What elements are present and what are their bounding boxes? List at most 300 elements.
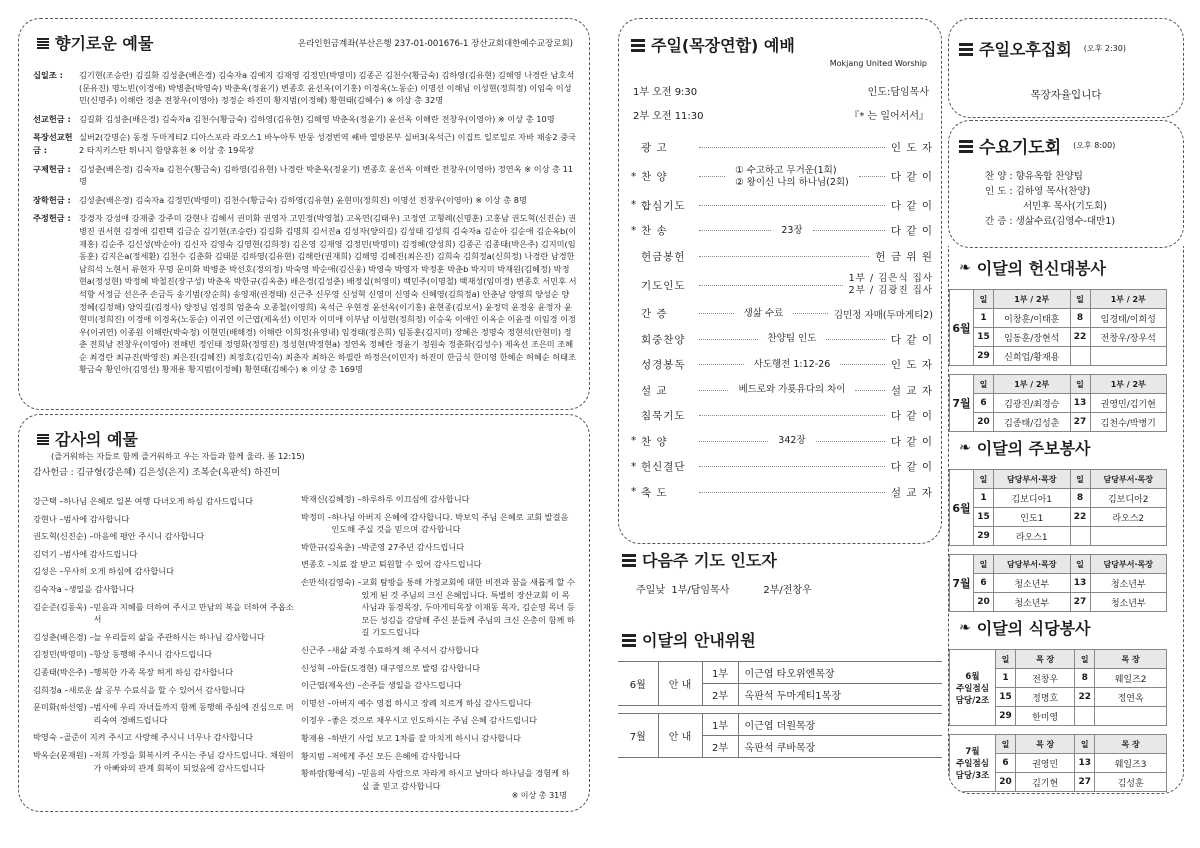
service-assignee: 임동훈/장현석 xyxy=(994,328,1071,347)
table-row xyxy=(950,489,1167,508)
service-day: 6 xyxy=(974,574,994,593)
thanks-entry xyxy=(301,644,577,657)
guide-assignment: 옥판석 두마게티1목장 xyxy=(738,684,942,706)
thanks-total: ※ 이상 총 31명 xyxy=(511,791,567,800)
thanks-entry-text: 좋은 것으로 채우시고 인도하시는 주님 은혜 감사드립니다 xyxy=(331,715,537,726)
dotted-leader xyxy=(699,390,728,391)
worship-order-content xyxy=(693,333,891,345)
header-day: 일 xyxy=(1070,290,1090,309)
worship-order-item xyxy=(631,403,933,429)
thanks-entry-text: 믿음과 지혜를 더하여 주시고 만남의 복을 더하여 주옵소서 xyxy=(93,601,294,625)
worship-order-content xyxy=(693,492,891,493)
service-assignee xyxy=(1090,527,1167,546)
table-header xyxy=(950,650,1167,669)
worship-order-leader: 설 교 자 xyxy=(890,486,933,499)
service-day: 29 xyxy=(974,527,994,546)
header-day: 일 xyxy=(974,470,994,489)
service-assignee: 전창우/장우석 xyxy=(1090,328,1167,347)
worship-order-detail: 사도행전 1:12-26 xyxy=(753,358,831,370)
thanks-entry-name: 김성은 – xyxy=(33,566,64,577)
offering-category xyxy=(33,113,577,126)
offering-category-label: 구제헌금 : xyxy=(33,163,71,174)
square-bullet-icon xyxy=(37,433,49,445)
thanks-entry-name: 김숙자a – xyxy=(33,583,69,594)
service-day: 29 xyxy=(996,707,1016,726)
service-day: 15 xyxy=(974,328,994,347)
worship-order-item xyxy=(631,161,933,193)
thanks-section xyxy=(18,414,590,812)
worship-order-detail: ① 수고하고 무거운(1회) ② 왕이신 나의 하나님(2회) xyxy=(735,164,849,188)
dotted-leader xyxy=(816,441,885,442)
header-day: 일 xyxy=(996,650,1016,669)
prayer-section xyxy=(622,548,942,596)
offering-category-label: 십일조 : xyxy=(33,70,63,80)
sunday-afternoon-section xyxy=(948,18,1184,118)
wednesday-title: 수요기도회 (오후 8:00) xyxy=(959,133,1115,158)
square-bullet-icon xyxy=(959,42,973,56)
thanks-entry-text: 생일을 감사합니다 xyxy=(68,583,135,594)
dotted-leader xyxy=(840,364,885,365)
worship-order-name: 헌금봉헌 xyxy=(641,250,686,263)
offering-title: 향기로운 예물 xyxy=(37,31,153,54)
thanks-entry xyxy=(33,701,295,726)
thanks-entry-name: 박옥순(문재원) – xyxy=(33,749,94,760)
header-day: 일 xyxy=(1070,555,1090,574)
prayer-line: 주일낮 1부/담임목사 2부/전창우 xyxy=(636,585,812,596)
kitchen-title: ❧ 이달의 식당봉사 xyxy=(959,619,1091,638)
worship-order-content xyxy=(693,466,891,467)
service-day: 13 xyxy=(1070,394,1090,413)
thanks-entry xyxy=(33,565,295,578)
thanks-entry-name: 황지범 – xyxy=(301,750,332,761)
worship-order-item xyxy=(631,352,933,378)
table-header xyxy=(950,470,1167,489)
service-assignee: 이창훈/이태훈 xyxy=(994,309,1071,328)
worship-order-name: 성경봉독 xyxy=(641,359,686,372)
thanks-entry-name: 박재신(김혜정) – xyxy=(301,494,362,504)
thanks-entry-name: 강현나 – xyxy=(33,513,64,524)
guide-assignment: 이근엽 타오위엔목장 xyxy=(738,662,942,684)
bulletin-month: 7월 xyxy=(950,555,974,612)
offering-category-names: 김성춘(배은경) 김숙자a 김정민(박명미) 김천수(황금숙) 김하영(김유현) 윤현미(정희진) 이명선 전창우(이영아) ※ 이상 총 8명 xyxy=(79,194,527,205)
worship-order-name: 침묵기도 xyxy=(641,410,686,423)
guide-row xyxy=(618,714,942,736)
worship-order-name: 찬 양 xyxy=(641,435,668,448)
thanks-entry xyxy=(33,601,295,626)
thanks-entry-text: 손주들 생일을 감사드립니다 xyxy=(361,680,462,691)
guide-month: 7월 xyxy=(618,714,658,758)
thanks-entry-text: 믿음의 사람으로 자라게 하시고 날마다 하나님을 경험케 하실 줄 믿고 감사합니다 xyxy=(361,768,570,791)
table-row xyxy=(950,574,1167,593)
thanks-entry-text: 새삶 과정 수료하게 해 주셔서 감사합니다 xyxy=(331,644,479,655)
worship-order-leader: 다 같 이 xyxy=(890,225,933,238)
service-day xyxy=(1070,347,1090,366)
standing-marker: * xyxy=(631,486,637,499)
bulletin-block xyxy=(949,436,1184,620)
service-day: 13 xyxy=(1075,754,1095,773)
header-day: 일 xyxy=(1075,650,1095,669)
standing-marker: * xyxy=(631,199,637,212)
sunday-afternoon-title: 주일오후집회 (오후 2:30) xyxy=(959,37,1126,60)
service-assignee: 신희업/황재용 xyxy=(994,347,1071,366)
service-assignee: 청소년부 xyxy=(994,574,1071,593)
header-day: 일 xyxy=(1075,735,1095,754)
worship-order-content xyxy=(693,285,849,286)
offering-category-names: 김기현(조승란) 김길화 김성춘(배은경) 김숙자a 김예지 김재영 김정민(박명미) 김종곤 김천수(황금숙) 김하영(김유현) 김해영 나경란 남호석(문유진) 명노빈(이경애) 박병춘(박영숙) 박춘옥(정윤기) 변종호 윤선옥(이기홍) 이경옥(노동순) 이명선 이해님 이성현(정희정) 이임숙 이성민(신명주) 이해란 정춘 전창우(이영아) 정정순 하진미 황지범(이정혜) 황현태(김혜수) ※ 이상 총 32명 xyxy=(79,70,575,106)
service-assignee: 김광진/최경승 xyxy=(994,394,1071,413)
worship-order-leader: 인 도 자 xyxy=(890,359,933,372)
header-value: 목 장 xyxy=(1016,735,1075,754)
thanks-entry-name: 신성혁 – xyxy=(301,662,332,673)
service-assignee: 정명호 xyxy=(1016,688,1075,707)
thanks-entry-name: 김덕기 – xyxy=(33,548,64,559)
guide-role: 안 내 xyxy=(658,662,702,706)
worship-order-name: 간 증 xyxy=(641,308,668,321)
guide-spacer xyxy=(618,706,942,714)
worship-order-content xyxy=(693,435,891,447)
service-assignee xyxy=(1095,707,1167,726)
worship-order-content xyxy=(693,225,891,237)
worship-subtitle: Mokjang United Worship xyxy=(829,59,927,68)
service-day: 22 xyxy=(1070,508,1090,527)
guide-section xyxy=(618,628,942,758)
thanks-entry-name: 강근택 – xyxy=(33,496,64,506)
thanks-entry xyxy=(33,731,295,744)
service-assignee: 정연옥 xyxy=(1095,688,1167,707)
service-day xyxy=(1075,707,1095,726)
worship-order-content xyxy=(693,256,875,257)
worship-order-item xyxy=(631,301,933,327)
worship-order-leader: 1부 / 김은식 집사 2부 / 김광진 집사 xyxy=(848,273,933,296)
worship-order-leader: 다 같 이 xyxy=(890,333,933,346)
standing-marker: * xyxy=(631,460,637,473)
worship-order-item xyxy=(631,454,933,480)
worship-order-leader: 다 같 이 xyxy=(890,410,933,423)
thanks-entry-text: 행복한 가족 목장 허게 하심 감사합니다 xyxy=(93,666,234,677)
worship-order-content xyxy=(693,415,891,416)
dotted-leader xyxy=(826,339,885,340)
worship-order-detail: 찬양팀 인도 xyxy=(767,333,817,345)
offering-category-names: 김길화 김성춘(배은경) 김숙자a 김천수(황금숙) 김하영(김유현) 김해영 박춘옥(정윤기) 윤선옥 이해란 전창우(이영아) ※ 이상 총 10명 xyxy=(79,113,555,124)
dotted-leader xyxy=(699,441,768,442)
header-day: 일 xyxy=(1070,470,1090,489)
dotted-leader xyxy=(699,230,771,231)
thanks-main: 감사헌금 : 김규형(강은혜) 김은성(은지) 조복순(옥판석) 하진미 xyxy=(33,468,281,478)
square-bullet-icon xyxy=(631,38,645,52)
service-assignee: 라오스1 xyxy=(994,527,1071,546)
worship-order-detail: 23장 xyxy=(781,224,803,236)
offering-category-names: 김성춘(배은경) 김숙자a 김천수(황금숙) 김하영(김유현) 나경란 박춘옥(정윤기) 변종호 윤선옥 이해란 전창우(이영아) 정연옥 ※ 이상 총 11명 xyxy=(79,163,574,187)
standing-marker: * xyxy=(631,435,637,448)
header-day: 일 xyxy=(1070,375,1090,394)
service-assignee: 청소년부 xyxy=(1090,574,1167,593)
offering-category xyxy=(33,194,577,207)
guide-assignment: 옥판석 쿠바목장 xyxy=(738,736,942,758)
worship-order-content xyxy=(693,165,891,189)
table-row xyxy=(950,394,1167,413)
worship-order-leader: 설 교 자 xyxy=(890,384,933,397)
thanks-entry xyxy=(33,631,295,644)
table-header xyxy=(950,375,1167,394)
offering-category-label: 선교헌금 : xyxy=(33,113,71,124)
table-row xyxy=(950,309,1167,328)
worship-order-item xyxy=(631,244,933,270)
thanks-entry-name: 황재용 – xyxy=(301,732,332,743)
thanks-entry xyxy=(301,541,577,554)
worship-time-1: 1부 오전 9:30 인도:담임목사 xyxy=(633,87,929,98)
kitchen-month: 7월 주일점심 담당/3조 xyxy=(950,735,996,792)
worship-order-detail: 베드로와 가룟유다의 차이 xyxy=(738,384,846,396)
heart-icon: ❧ xyxy=(959,619,971,636)
dotted-leader xyxy=(699,313,734,314)
thanks-entry xyxy=(33,583,295,596)
thanks-entry xyxy=(33,648,295,661)
kitchen-table xyxy=(949,734,1167,792)
service-assignee: 김성훈 xyxy=(1095,773,1167,792)
thanks-entry-text: 하반기 사업 보고 1차를 잘 마치게 하시니 감사합니다 xyxy=(331,732,521,743)
service-day: 1 xyxy=(996,669,1016,688)
thanks-entry-name: 김희정a – xyxy=(33,684,69,695)
offering-category-label: 장학헌금 : xyxy=(33,194,71,205)
thanks-entry-name: 김순준(김동욱) – xyxy=(33,601,94,612)
thanks-entry xyxy=(301,714,577,727)
worship-order-list xyxy=(631,135,933,505)
square-bullet-icon xyxy=(37,37,49,49)
bulletin-title: ❧ 이달의 주보봉사 xyxy=(959,439,1091,458)
service-day: 1 xyxy=(974,309,994,328)
worship-order-detail: 생삶 수료 xyxy=(743,307,784,319)
service-day: 8 xyxy=(1075,669,1095,688)
sunday-afternoon-text: 목장자율입니다 xyxy=(1030,89,1102,101)
worship-order-item xyxy=(631,480,933,506)
table-header xyxy=(950,290,1167,309)
thanks-entry xyxy=(301,558,577,571)
service-day xyxy=(1070,527,1090,546)
thanks-entry-name: 김종태(박은주) – xyxy=(33,666,94,677)
standing-marker: * xyxy=(631,170,637,183)
thanks-entry-text: 새로운 삶 공부 수료식을 할 수 있어서 감사합니다 xyxy=(68,684,245,695)
thanks-entry xyxy=(33,548,295,561)
worship-order-leader: 다 같 이 xyxy=(890,461,933,474)
thanks-entry-name: 문미화(하선영) – xyxy=(33,702,94,713)
thanks-entry-text: 마음에 평안 주시니 감사합니다 xyxy=(93,531,205,542)
service-assignee: 라오스2 xyxy=(1090,508,1167,527)
service-day: 27 xyxy=(1070,593,1090,612)
dotted-leader xyxy=(699,256,869,257)
worship-order-leader: 다 같 이 xyxy=(890,171,933,183)
thanks-entry xyxy=(33,666,295,679)
thanks-title: 감사의 예물 xyxy=(37,427,138,450)
service-day: 15 xyxy=(996,688,1016,707)
table-row xyxy=(950,508,1167,527)
thanks-entry xyxy=(33,530,295,543)
guide-part: 1부 xyxy=(702,714,738,736)
header-value: 담당부서·목장 xyxy=(1090,555,1167,574)
worship-order-content xyxy=(693,147,891,148)
worship-order-content xyxy=(693,384,891,396)
header-value: 담당부서·목장 xyxy=(994,470,1071,489)
service-assignee: 임경태/이희성 xyxy=(1090,309,1167,328)
dotted-leader xyxy=(699,466,885,467)
thanks-entry-text: 무사히 오게 하심에 감사합니다 xyxy=(63,566,175,577)
table-row xyxy=(950,593,1167,612)
service-day: 27 xyxy=(1070,413,1090,432)
service-assignee: 김보디아1 xyxy=(994,489,1071,508)
worship-order-item xyxy=(631,378,933,404)
thanks-right-column xyxy=(301,493,577,797)
thanks-entry xyxy=(33,749,295,774)
service-day: 20 xyxy=(996,773,1016,792)
dotted-leader xyxy=(813,230,885,231)
dedication-title: ❧ 이달의 헌신대봉사 xyxy=(959,259,1106,278)
worship-order-name: 설 교 xyxy=(641,384,668,397)
thanks-entry-text: 범사에 감사드립니다 xyxy=(63,548,138,559)
service-day: 20 xyxy=(974,413,994,432)
offering-category-label: 주정헌금 : xyxy=(33,213,71,224)
thanks-entry xyxy=(301,750,577,763)
thanks-entry-text: 아들(도경현) 대구영으로 발령 감사합니다 xyxy=(331,662,481,673)
table-header xyxy=(950,735,1167,754)
worship-order-item xyxy=(631,218,933,244)
offering-category xyxy=(33,69,577,107)
service-assignee: 인도1 xyxy=(994,508,1071,527)
dotted-leader xyxy=(699,415,885,416)
thanks-entry-name: 김정민(박명미) – xyxy=(33,649,94,660)
service-assignee: 김천수/박병기 xyxy=(1090,413,1167,432)
service-assignee: 권영민 xyxy=(1016,754,1075,773)
thanks-entry-text: 하루하루 이끄심에 감사합니다 xyxy=(361,494,470,504)
dotted-leader xyxy=(699,364,744,365)
thanks-entry xyxy=(301,576,577,639)
header-value: 1부 / 2부 xyxy=(994,290,1071,309)
worship-order-detail: 342장 xyxy=(778,435,806,447)
header-value: 목 장 xyxy=(1016,650,1075,669)
worship-order-leader: 헌 금 위 원 xyxy=(875,250,933,263)
offering-category xyxy=(33,212,577,376)
guide-part: 2부 xyxy=(702,684,738,706)
service-day: 22 xyxy=(1070,328,1090,347)
service-day: 13 xyxy=(1070,574,1090,593)
wednesday-details: 찬 양 : 향유옥합 찬양팀 인 도 : 김하영 목사(찬양) 서민후 목사(기도회) 간 증 : 생삶수료(김영수-대만1) xyxy=(985,171,1116,227)
dedication-month: 6월 xyxy=(950,290,974,366)
kitchen-block xyxy=(949,616,1184,794)
thanks-entry-name: 김성춘(배은경) – xyxy=(33,631,94,642)
standing-marker: * xyxy=(631,224,637,237)
service-section xyxy=(948,246,1184,794)
worship-order-leader: 김민정 자매(두마게티2) xyxy=(833,309,933,321)
worship-order-content xyxy=(693,205,891,206)
thanks-entry-text: 골준이 지켜 주시고 사랑해 주시니 너무나 감사합니다 xyxy=(63,732,254,743)
worship-order-name: 광 고 xyxy=(641,142,668,155)
header-value: 목 장 xyxy=(1095,735,1167,754)
kitchen-table xyxy=(949,649,1167,726)
service-assignee: 웨일즈3 xyxy=(1095,754,1167,773)
thanks-verse: (즐거워하는 자들로 함께 즐거워하고 우는 자들과 함께 울라. 롬 12:15) xyxy=(51,451,305,461)
thanks-entry-text: 범사에 감사합니다 xyxy=(63,513,130,524)
header-value: 담당부서·목장 xyxy=(994,555,1071,574)
dedication-month: 7월 xyxy=(950,375,974,432)
dotted-leader xyxy=(699,147,885,148)
service-assignee: 청소년부 xyxy=(1090,593,1167,612)
thanks-entry-text: 교회 탐방을 통해 가정교회에 대한 비전과 꿈을 새롭게 할 수 있게 된 것 주님의 크신 은혜입니다. 특별히 장산교회 이 목사님과 동경목장, 두마게티목장 이재동 목자, 김순영 목녀 등 모든 성김을 감당해 주신 분들께 주님의 크신 은총이 함께 하길 기도드립니다 xyxy=(361,576,575,638)
service-day: 6 xyxy=(996,754,1016,773)
offering-category-names: 실버2(강명순) 동경 두마게티2 디아스포라 라오스1 바누아투 반둥 성경번역 쌔바 열방본부 실버3(옥석근) 이집트 일로일로 자바 채송2 중국2 타지키스탄 튀니지 함양휴천 ※ 이상 총 19목장 xyxy=(79,132,577,155)
thanks-entry xyxy=(301,511,577,536)
guide-part: 1부 xyxy=(702,662,738,684)
offering-list xyxy=(33,69,577,382)
header-value: 1부 / 2부 xyxy=(1090,290,1167,309)
dotted-leader xyxy=(793,313,828,314)
thanks-entry-text: 하나님 은혜로 일본 여행 다녀오게 하심 감사드립니다 xyxy=(63,496,254,506)
thanks-entry-name: 이명선 – xyxy=(301,697,332,708)
bulletin-month: 6월 xyxy=(950,470,974,546)
wednesday-section xyxy=(948,120,1184,248)
worship-order-name: 축 도 xyxy=(641,486,668,499)
worship-section xyxy=(618,18,942,544)
service-assignee: 김기현 xyxy=(1016,773,1075,792)
table-row xyxy=(950,347,1167,366)
guide-assignment: 이근엽 더원목장 xyxy=(738,714,942,736)
thanks-entry xyxy=(301,679,577,692)
offering-category xyxy=(33,163,577,188)
thanks-entry-text: 저에게 주신 모든 은혜에 감사합니다 xyxy=(331,750,461,761)
header-day: 일 xyxy=(974,290,994,309)
thanks-entry-name: 박한규(김옥춘) – xyxy=(301,541,362,552)
heart-icon: ❧ xyxy=(959,259,971,276)
worship-title: 주일(목장연합) 예배 xyxy=(631,33,795,56)
thanks-entry-text: 하나님 아버지 은혜에 감사합니다. 박보익 주님 은혜로 교회 발걸음 인도해 주실 것을 믿으며 감사합니다 xyxy=(331,511,569,535)
guide-title: 이달의 안내위원 xyxy=(622,628,942,651)
thanks-entry xyxy=(301,697,577,710)
header-day: 일 xyxy=(996,735,1016,754)
header-value: 1부 / 2부 xyxy=(1090,375,1167,394)
thanks-entry-text: 항상 동행해 주시니 감사드립니다 xyxy=(93,649,213,660)
dotted-leader xyxy=(699,285,843,286)
thanks-entry-text: 늘 우리들의 삶을 주관하시는 하나님 감사합니다 xyxy=(93,631,265,642)
service-day: 29 xyxy=(974,347,994,366)
service-assignee xyxy=(1090,347,1167,366)
service-assignee: 한미영 xyxy=(1016,707,1075,726)
service-assignee: 권영민/김기현 xyxy=(1090,394,1167,413)
dotted-leader xyxy=(859,176,885,177)
thanks-entry-name: 손만석(김영숙) – xyxy=(301,576,362,587)
thanks-entry xyxy=(301,662,577,675)
offering-section xyxy=(18,18,590,410)
thanks-entry xyxy=(33,513,295,526)
dotted-leader xyxy=(699,339,758,340)
worship-order-name: 찬 양 xyxy=(641,171,668,183)
table-row xyxy=(950,527,1167,546)
service-day: 6 xyxy=(974,394,994,413)
table-row xyxy=(950,328,1167,347)
service-assignee: 전창우 xyxy=(1016,669,1075,688)
worship-order-item xyxy=(631,135,933,161)
thanks-entry xyxy=(301,767,577,792)
service-day: 15 xyxy=(974,508,994,527)
dedication-block xyxy=(949,256,1184,440)
kitchen-month: 6월 주일점심 담당/2조 xyxy=(950,650,996,726)
guide-table xyxy=(618,661,942,758)
dotted-leader xyxy=(699,492,885,493)
worship-order-name: 회중찬양 xyxy=(641,333,686,346)
guide-part: 2부 xyxy=(702,736,738,758)
offering-category-names: 강경자 강성애 강재중 강주미 강현나 김혜서 권미화 권영자 고민정(박영철) 고옥연(김태우) 고정연 고형례(신명훈) 고홍남 권도혁(신진순) 권병진 권서현 김경애 김련택 김금순 김기현(조승란) 김길화 김명희 김서진a 김성자(양의길) 김성태 김성희 김숙자a 김순아 김순애 김순옥b(이재홍) 김순주 김신성(박순아) 김신자 김영숙 김영현(김희정) 김은영 김재영 김정민(박명미) 김정혜(양성희) 김종곤 김종태(박은주) 김지미(임동훈) 김지은a(정세환) 김천수 김춘화 김태분 김하영(김유현) 김해란(권재희) 김해영 김혜진(최은진) 김희숙 김희정a(신희정) 나경란 남경한 남희석 노현서 류현자 무명 문미화 박병춘 박선호(정의정) 박숙영 박순애(김신웅) 박영숙 박영자 박정훈 박춘b 박지미 박재원(김혜정) 박정현a(정성현) 박정혜 박철진(장구성) 박춘옥 박한규(김옥춘) 배은경(김성춘) 배정실(허영미) 백민주(이명철) 백재성(임미경) 변종호 서민후 서석향 서정금 선은주 손금득 송기범(장순희) 송영재(권경태) 신근주 신무영 신성혁 신영미 신영숙 신혜영(김희정a) 안춘남 양영희 양성순 양정혜(김정해) 양익길(김정사) 양정님 엄정희 엄춘숙 오종철(이영희) 옥석근 우현경 윤선옥(이기홍) 윤현종(김보서) 윤정덕 윤정웅 윤정자 윤현미(정희진) 이경애 이경옥(노동순) 이귀연 이근엽(제옥선) 이민자 이미애 이부남 이성현(정희정) 이승욱 이애인 이옥순 이윤경 이임경 이정우(이귀연) 이종원 이해란(박숙정) 이현민(배해경) 이해란 이희정(유영내) 임경태(정은희) 임동훈(김지미) 장혜은 정명숙 정현석(안현미) 정춘 전희남 전창우(이영아) 전해빈 정인태 정영화(정영진) 정성현(박정현a) 정연옥 정혜란 정윤기 정원숙 정춘화(김성수) 제옥선 조은미 조혜순 최경란 최규진(박영진) 최은진(김혜진) 최정호(김민숙) 최춘자 최하은 하필란 하정은(이민자) 하진미 한금식 한미영 한혜순 허혜순 허태조 황금숙 황인아(김영선) 황재용 황지범(이정혜) 황현태(김혜수) ※ 이상 총 169명 xyxy=(79,213,577,375)
worship-order-leader: 인 도 자 xyxy=(890,142,933,155)
service-day: 8 xyxy=(1070,309,1090,328)
dotted-leader xyxy=(699,176,725,177)
thanks-entry xyxy=(301,493,577,506)
bulletin-table xyxy=(949,469,1167,546)
